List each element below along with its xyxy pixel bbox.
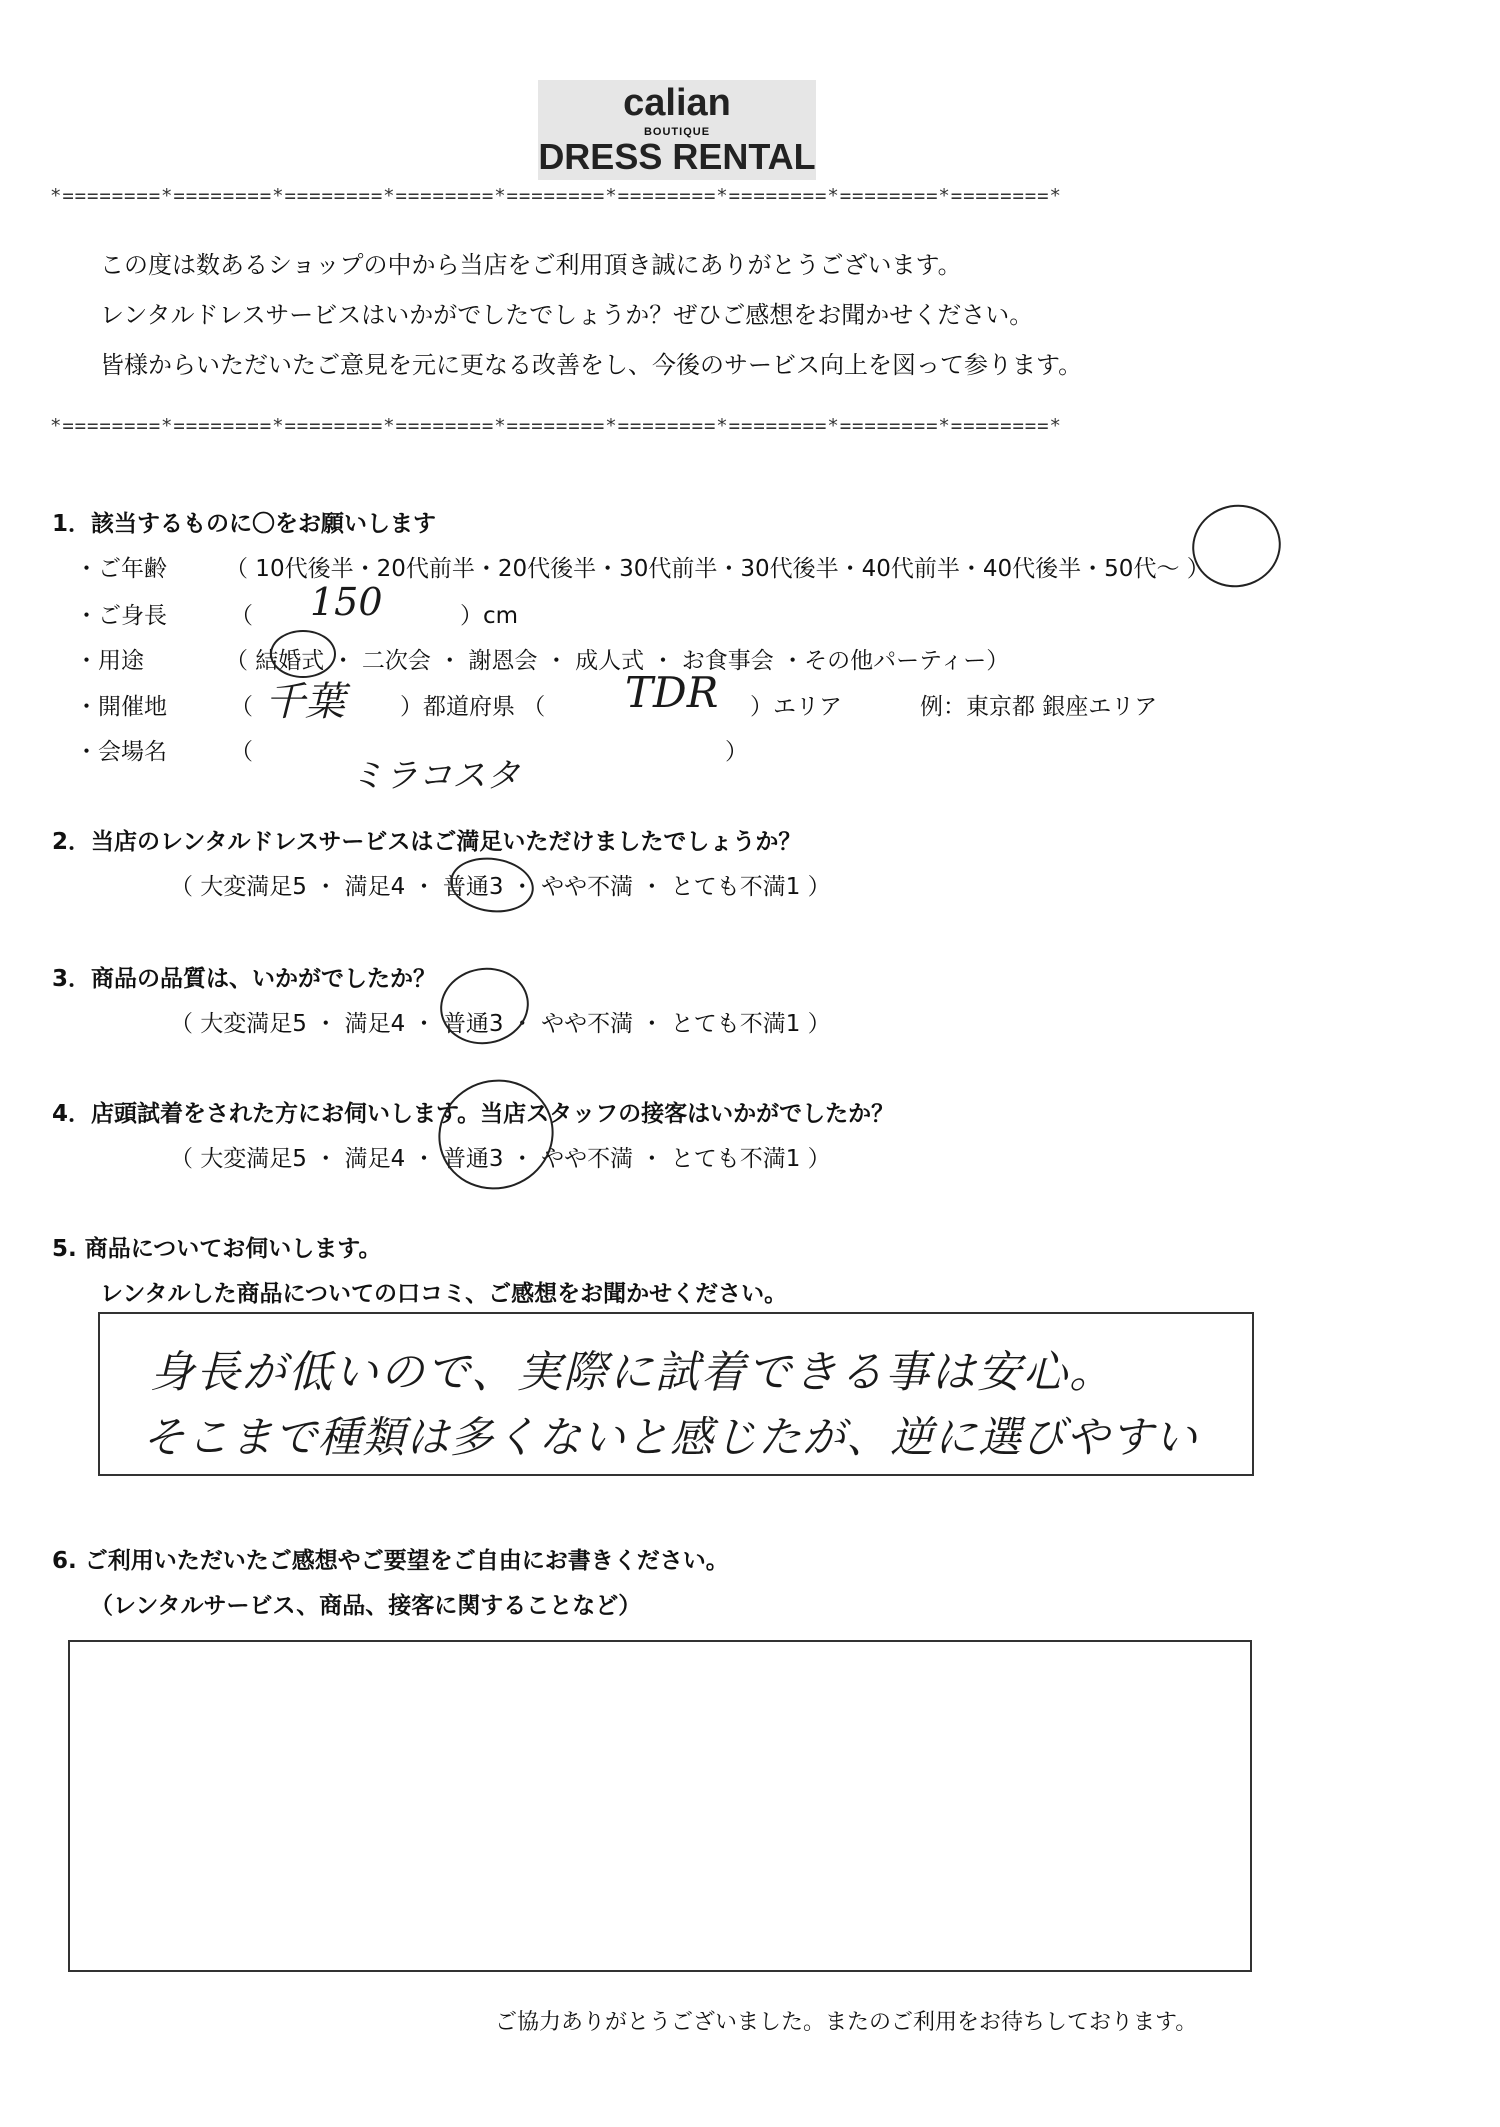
q6-subtitle: （レンタルサービス、商品、接客に関することなど） <box>90 1593 642 1619</box>
q6-answer-box <box>68 1640 1252 1972</box>
brand-logo <box>538 80 816 180</box>
top-divider: *========*========*========*========*========*========*========*========*========* <box>50 185 1062 207</box>
q6-title: 6. ご利用いただいたご感想やご要望をご自由にお書きください。 <box>52 1548 729 1574</box>
q3-options: （ 大変満足5 ・ 満足4 ・ 普通3 ・ やや不満 ・ とても不満1 ） <box>170 1011 831 1037</box>
q4-options: （ 大変満足5 ・ 満足4 ・ 普通3 ・ やや不満 ・ とても不満1 ） <box>170 1146 831 1172</box>
venue-name-value: ミラコスタ <box>350 756 520 796</box>
q4-title: 4．店頭試着をされた方にお伺いします。当店スタッフの接客はいかがでしたか？ <box>52 1101 895 1127</box>
intro-line-3: 皆様からいただいたご意見を元に更なる改善をし、今後のサービス向上を図って参ります。 <box>100 351 1083 379</box>
intro-line-1: この度は数あるショップの中から当店をご利用頂き誠にありがとうございます。 <box>100 251 962 279</box>
q3-title: 3．商品の品質は、いかがでしたか？ <box>52 966 437 992</box>
q5-subtitle: レンタルした商品についての口コミ、ご感想をお聞かせください。 <box>100 1281 788 1307</box>
q5-answer-line-1: 身長が低いので、実際に試着できる事は安心。 <box>150 1347 1116 1398</box>
logo-sub: BOUTIQUE <box>643 126 711 138</box>
area-example: 例：東京都 銀座エリア <box>920 694 1158 720</box>
logo-name: calian <box>623 82 731 124</box>
height-label: ・ご身長 <box>75 603 167 629</box>
height-close: ）cm <box>460 603 519 629</box>
q2-title: 2．当店のレンタルドレスサービスはご満足いただけましたでしょうか？ <box>52 829 802 855</box>
area-suffix: ）エリア <box>750 694 842 720</box>
footer-message: ご協力ありがとうございました。またのご利用をお待ちしております。 <box>495 2010 1198 2035</box>
prefecture-value: 千葉 <box>265 679 345 725</box>
venue-name-close: ） <box>725 739 748 765</box>
purpose-options: （ 結婚式 ・ 二次会 ・ 謝恩会 ・ 成人式 ・ お食事会 ・その他パーティー） <box>225 648 1010 674</box>
venue-area-label: ・開催地 <box>75 694 167 720</box>
venue-area-open: （ <box>230 694 253 720</box>
q5-title: 5. 商品についてお伺いします。 <box>52 1236 382 1262</box>
height-open: （ <box>230 603 253 629</box>
q2-options: （ 大変満足5 ・ 満足4 ・ 普通3 ・ やや不満 ・ とても不満1 ） <box>170 874 831 900</box>
purpose-label: ・用途 <box>75 648 144 674</box>
middle-divider: *========*========*========*========*========*========*========*========*========* <box>50 415 1062 437</box>
intro-line-2: レンタルドレスサービスはいかがでしたでしょうか？ぜひご感想をお聞かせください。 <box>100 301 1034 329</box>
q5-answer-box <box>98 1312 1254 1476</box>
height-value: 150 <box>310 580 383 624</box>
q5-answer-line-2: そこまで種類は多くないと感じたが、逆に選びやすい <box>142 1413 1198 1463</box>
q4-selection-circle <box>423 1063 569 1205</box>
logo-main: DRESS RENTAL <box>538 136 816 177</box>
q2-selection-circle <box>447 852 538 917</box>
age-options: （ 10代後半・20代前半・20代後半・30代前半・30代後半・40代前半・40代後半・50代～ ） <box>225 556 1210 582</box>
area-value: TDR <box>625 668 719 717</box>
venue-name-open: （ <box>230 739 253 765</box>
prefecture-suffix: ）都道府県 （ <box>400 694 546 720</box>
age-label: ・ご年齢 <box>75 556 167 582</box>
venue-name-label: ・会場名 <box>75 739 167 765</box>
q1-title: 1．該当するものに〇をお願いします <box>52 511 437 537</box>
